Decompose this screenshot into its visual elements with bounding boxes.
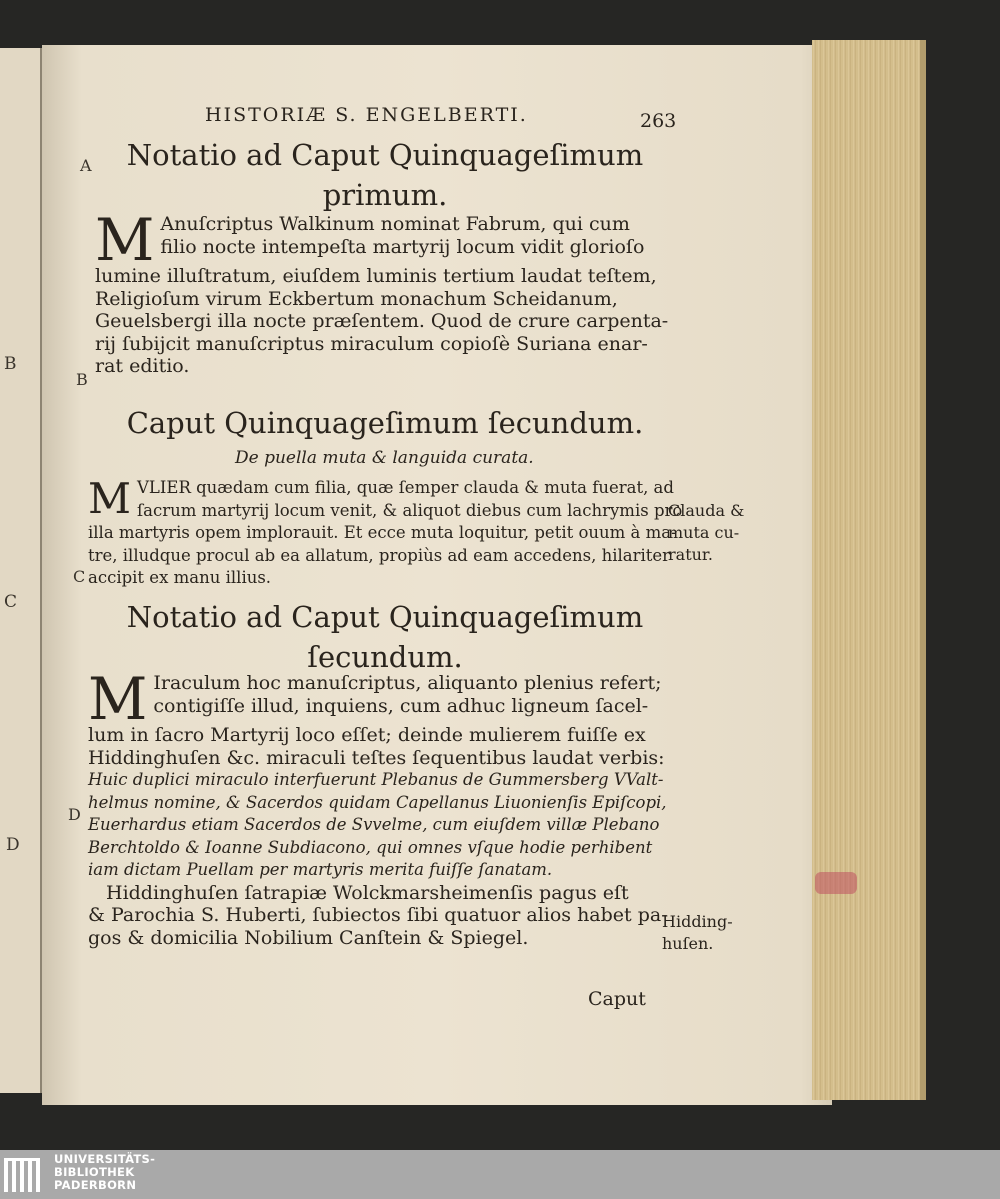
caput-52-line: accipit ex manu illius. xyxy=(88,568,272,587)
library-footer xyxy=(0,1150,1000,1199)
notatio-52-paragraph xyxy=(88,665,678,949)
page-number: 263 xyxy=(640,110,677,132)
left-margin-letter-c: C xyxy=(4,592,18,612)
notatio-52-line: lum in ſacro Martyrij loco eſſet; deinde mulierem fuiſſe ex xyxy=(88,724,646,746)
notatio-52-quote-line: Berchtoldo & Ioanne Subdiacono, qui omnes vſque hodie perhibent xyxy=(88,837,653,857)
margin-note-line: Hidding- xyxy=(662,912,733,931)
notatio-52-line: Iraculum hoc manuſcriptus, aliquanto plenius refert; xyxy=(153,672,662,694)
notatio-51-line: rat editio. xyxy=(95,355,190,377)
notatio-52-line: contigiſſe illud, inquiens, cum adhuc ligneum ſacel- xyxy=(153,694,649,717)
section-marker-c: C xyxy=(73,567,86,586)
notatio-51-line: Geuelsbergi illa nocte præſentem. Quod de crure carpenta- xyxy=(95,310,669,332)
red-stain xyxy=(815,872,857,894)
section-marker-a: A xyxy=(80,156,92,175)
notatio-52-title-line2: ſecundum. xyxy=(307,640,463,674)
notatio-52-title-line1: Notatio ad Caput Quinquageſimum xyxy=(126,600,644,634)
notatio-51-heading xyxy=(100,135,670,215)
caput-52-line: ſacrum martyrij locum venit, & aliquot diebus cum lachrymis pro xyxy=(137,500,683,520)
margin-note-line: Clauda & xyxy=(668,501,745,520)
notatio-51-line: filio nocte intempeſta martyrij locum vidit glorioſo xyxy=(160,235,645,258)
notatio-52-final-line: gos & domicilia Nobilium Canſtein & Spiegel. xyxy=(88,926,529,949)
section-marker-b: B xyxy=(76,370,88,389)
margin-note-line: huſen. xyxy=(662,934,714,953)
notatio-52-quote-line: helmus nomine, & Sacerdos quidam Capellanus Liuonienſis Epiſcopi, xyxy=(88,792,667,812)
margin-note-clauda xyxy=(668,500,744,566)
caput-52-line: tre, illudque procul ab ea allatum, propiùs ad eam accedens, hilariter xyxy=(88,545,671,565)
left-margin-letter-b: B xyxy=(4,354,17,374)
notatio-52-dropcap: M xyxy=(88,665,148,733)
notatio-52-final-line: & Parochia S. Huberti, ſubiectos ſibi quatuor alios habet pa- xyxy=(88,904,668,926)
notatio-51-paragraph xyxy=(95,206,680,378)
notatio-52-final-line: Hiddinghuſen ſatrapiæ Wolckmarsheimenſis pagus eſt xyxy=(106,881,629,904)
notatio-51-line: Anuſcriptus Walkinum nominat Fabrum, qui cum xyxy=(160,213,630,235)
notatio-52-quote-line: iam dictam Puellam per martyris merita fuiſſe ſanatam. xyxy=(88,860,553,879)
caput-52-line: illa martyris opem implorauit. Et ecce muta loquitur, petit ouum à ma- xyxy=(88,523,677,542)
page-edges xyxy=(812,40,926,1100)
library-name-line3: PADERBORN xyxy=(54,1178,137,1192)
notatio-51-line: Religioſum virum Eckbertum monachum Scheidanum, xyxy=(95,287,618,310)
caput-52-subtitle: De puella muta & languida curata. xyxy=(235,448,534,468)
notatio-52-quote-line: Huic duplici miraculo interfuerunt Plebanus de Gummersberg VValt- xyxy=(88,770,664,789)
notatio-52-quote-line: Euerhardus etiam Sacerdos de Svvelme, cum eiuſdem villæ Plebano xyxy=(88,815,660,834)
running-head: HISTORIÆ S. ENGELBERTI. xyxy=(205,104,528,126)
caput-52-title: Caput Quinquageſimum ſecundum. xyxy=(126,406,644,440)
library-name-line1: UNIVERSITÄTS- xyxy=(54,1152,156,1166)
left-page-edge xyxy=(0,48,43,1093)
notatio-51-title-line2: primum. xyxy=(322,178,448,212)
library-name xyxy=(54,1153,155,1192)
notatio-52-line: Hiddinghuſen &c. miraculi teſtes ſequentibus laudat verbis: xyxy=(88,746,665,769)
left-margin-letter-d: D xyxy=(6,835,20,855)
margin-note-hiddinghusen xyxy=(662,911,733,955)
notatio-51-dropcap: M xyxy=(95,206,155,274)
notatio-51-line: rij ſubijcit manuſcriptus miraculum copioſè Suriana enar- xyxy=(95,332,648,355)
caput-52-paragraph xyxy=(88,474,683,590)
notatio-52-heading xyxy=(100,597,670,677)
library-name-line2: BIBLIOTHEK xyxy=(54,1165,135,1179)
library-logo-icon xyxy=(4,1156,46,1194)
catchword: Caput xyxy=(588,988,646,1010)
margin-note-line: ratur. xyxy=(668,545,713,564)
caput-52-dropcap: M xyxy=(88,474,132,523)
section-marker-d: D xyxy=(68,805,81,824)
notatio-51-title-line1: Notatio ad Caput Quinquageſimum xyxy=(126,138,644,172)
margin-note-line: muta cu- xyxy=(668,523,740,542)
caput-52-line: VLIER quædam cum filia, quæ ſemper clauda & muta fuerat, ad xyxy=(137,478,674,497)
notatio-51-line: lumine illuſtratum, eiuſdem luminis tertium laudat teſtem, xyxy=(95,265,657,287)
